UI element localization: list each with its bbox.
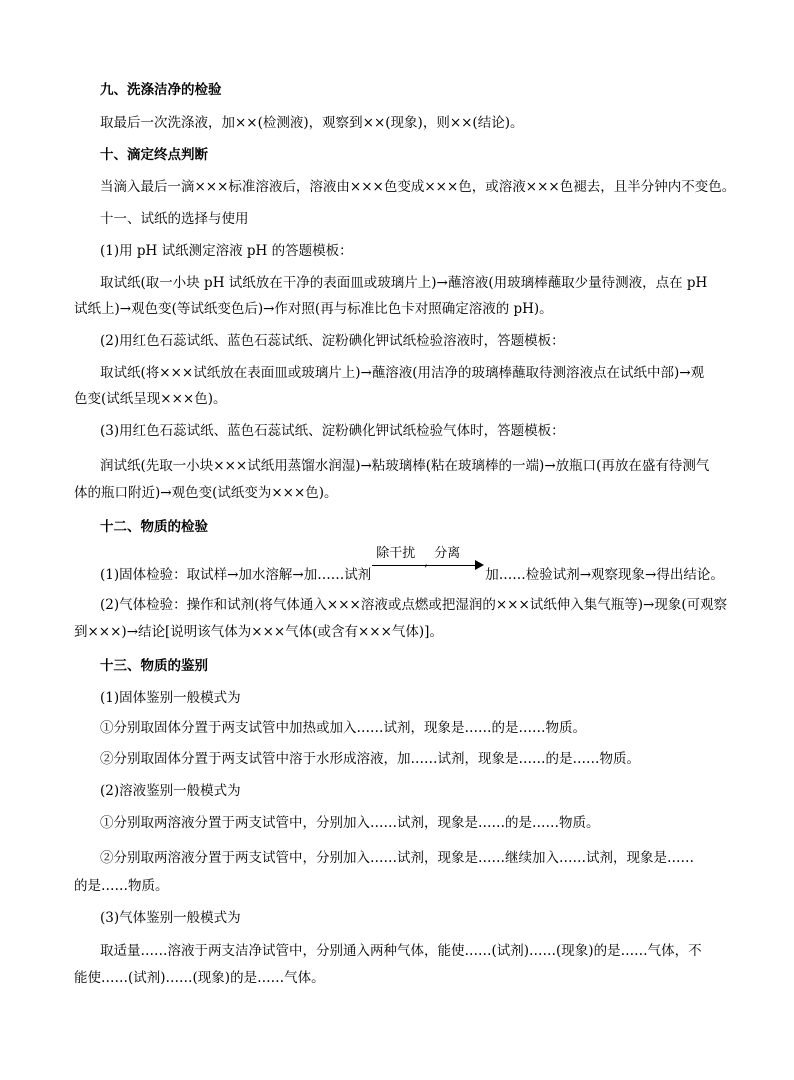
section-10-heading: 十、滴定终点判断 [100, 147, 208, 163]
section-11-q2: (2)用红色石蕊试纸、蓝色石蕊试纸、淀粉碘化钾试纸检验溶液时，答题模板： [100, 333, 565, 349]
section-13-solid-mode: (1)固体鉴别一般模式为 [100, 690, 241, 706]
arrow-label-comma: , [424, 555, 429, 569]
section-11-q1: (1)用 pH 试纸测定溶液 pH 的答题模板： [100, 243, 353, 259]
section-13-gas-line2: 能使……(试剂)……(现象)的是……气体。 [74, 970, 325, 986]
section-11-q2-line1: 取试纸(将×××试纸放在表面皿或玻璃片上)→蘸溶液(用洁净的玻璃棒蘸取待测溶液点在试纸中部)→观 [100, 365, 705, 381]
section-13-solution-mode: (2)溶液鉴别一般模式为 [100, 783, 241, 799]
section-12-gas-line2: 到×××)→结论[说明该气体为×××气体(或含有×××气体)]。 [74, 624, 443, 640]
section-13-gas-line1: 取适量……溶液于两支洁净试管中，分别通入两种气体，能使……(试剂)……(现象)的是……气体，不 [100, 943, 702, 959]
section-12-heading: 十二、物质的检验 [100, 519, 208, 535]
section-11-q3-line2: 体的瓶口附近)→观色变(试纸变为×××色)。 [74, 485, 338, 501]
section-9-heading: 九、洗涤洁净的检验 [100, 82, 222, 98]
section-11-q1-line1: 取试纸(取一小块 pH 试纸放在干净的表面皿或玻璃片上)→蘸溶液(用玻璃棒蘸取少量待测液，点在 pH [100, 275, 708, 291]
section-11-q1-line2: 试纸上)→观色变(等试纸变色后)→作对照(再与标准比色卡对照确定溶液的 pH)。 [74, 301, 553, 317]
solid-test-before-arrow: (1)固体检验：取试样→加水溶解→加……试剂 [100, 567, 372, 583]
section-13-gas-mode: (3)气体鉴别一般模式为 [100, 910, 241, 926]
arrow-label-separate: 分离 [434, 546, 461, 561]
section-13-solution-item1: ①分别取两溶液分置于两支试管中，分别加入……试剂，现象是……的是……物质。 [100, 815, 600, 831]
arrow-shaft [372, 565, 476, 566]
section-12-solid-test [100, 546, 724, 584]
arrow-label-remove-interference: 除干扰 [376, 546, 416, 561]
section-11-heading: 十一、试纸的选择与使用 [100, 211, 249, 227]
reaction-arrow [372, 546, 484, 579]
section-10-text: 当滴入最后一滴×××标准溶液后，溶液由×××色变成×××色，或溶液×××色褪去，且半分钟内不变色。 [100, 179, 736, 195]
solid-test-after-arrow: 加……检验试剂→观察现象→得出结论。 [485, 567, 724, 583]
section-11-q2-line2: 色变(试纸呈现×××色)。 [74, 391, 227, 407]
section-11-q3: (3)用红色石蕊试纸、蓝色石蕊试纸、淀粉碘化钾试纸检验气体时，答题模板： [100, 423, 565, 439]
section-11-q3-line1: 润试纸(先取一小块×××试纸用蒸馏水润湿)→粘玻璃棒(粘在玻璃棒的一端)→放瓶口(再放在盛有待测气 [100, 458, 710, 474]
section-12-gas-line1: (2)气体检验：操作和试剂(将气体通入×××溶液或点燃或把湿润的×××试纸伸入集气瓶等)→现象(可观察 [100, 597, 728, 613]
arrow-head-icon [475, 560, 484, 570]
section-13-solid-item1: ①分别取固体分置于两支试管中加热或加入……试剂，现象是……的是……物质。 [100, 720, 586, 736]
section-13-solution-item2-line1: ②分别取两溶液分置于两支试管中，分别加入……试剂，现象是……继续加入……试剂，现象是…… [100, 850, 694, 866]
section-13-solid-item2: ②分别取固体分置于两支试管中溶于水形成溶液，加……试剂，现象是……的是……物质。 [100, 751, 640, 767]
section-13-heading: 十三、物质的鉴别 [100, 658, 208, 674]
section-9-text: 取最后一次洗涤液，加××(检测液)，观察到××(现象)，则××(结论)。 [100, 115, 524, 131]
section-13-solution-item2-line2: 的是……物质。 [74, 878, 169, 894]
